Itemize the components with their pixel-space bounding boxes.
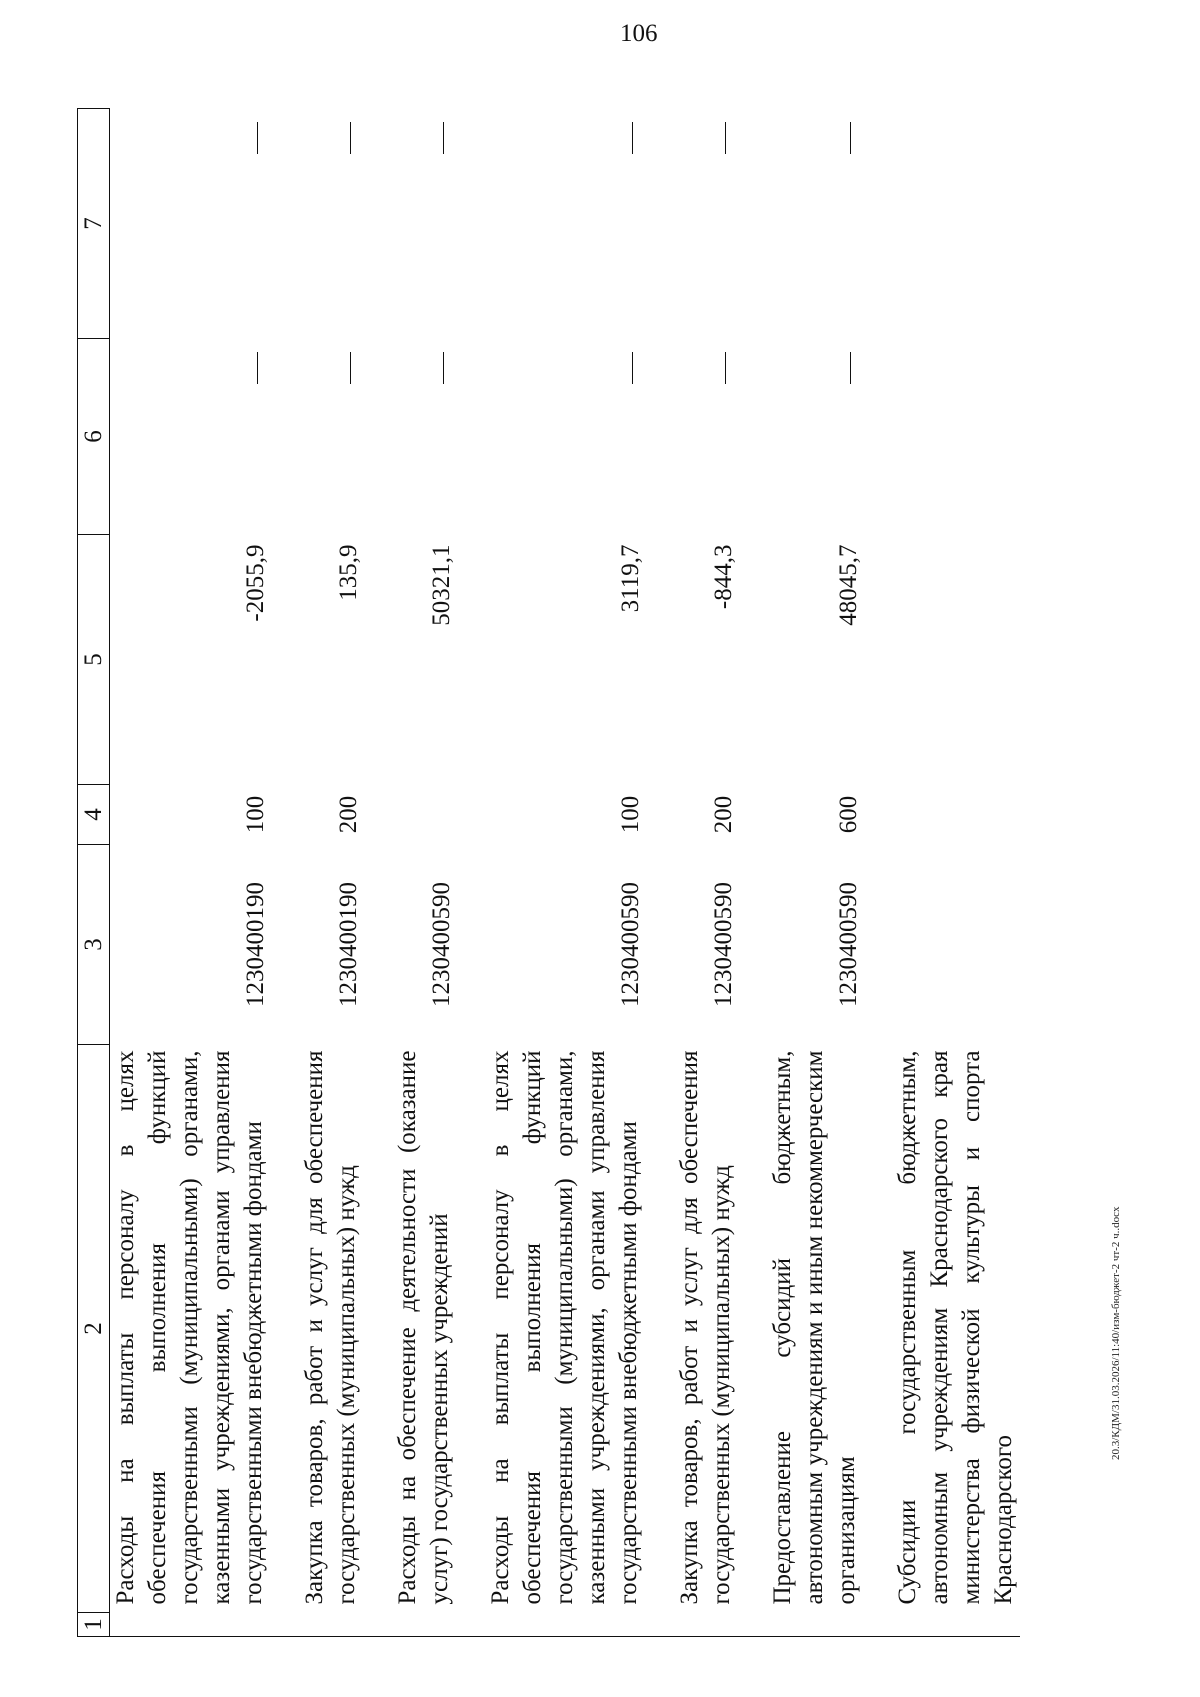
row-name: Предоставление субсидий бюджетным, автономным учреждениям и иным некоммерческим организациям: [769, 1050, 860, 1605]
document-footer-path: 20.3/КДМ/31.03.2026/11:40/изм-бюджет-2 чт-2 ч..docx: [1110, 1206, 1122, 1460]
row-name: Закупка товаров, работ и услуг для обеспечения государственных (муниципальных) нужд: [301, 1050, 360, 1605]
row-vr: 600: [835, 795, 862, 834]
table-row: [299, 109, 363, 1637]
row-name: Расходы на обеспечение деятельности (оказание услуг) государственных учреждений: [394, 1050, 453, 1605]
row-amount: -2055,9: [242, 544, 269, 622]
row-dash-col7: [674, 109, 738, 339]
table-row: [892, 109, 1020, 1637]
row-csr: [892, 845, 1020, 1045]
row-dash-col6: [767, 339, 863, 535]
table-row: [392, 109, 456, 1637]
row-vr: 200: [335, 795, 362, 834]
table-header-row: [78, 109, 110, 1637]
row-csr: 1230400590: [617, 882, 644, 1007]
row-dash-col7: [110, 109, 271, 339]
row-csr: 1230400190: [335, 882, 362, 1007]
row-amount: 3119,7: [617, 544, 644, 613]
header-col-3: 3: [78, 845, 110, 1045]
row-dash-col7: [392, 109, 456, 339]
row-dash-col7: [485, 109, 645, 339]
budget-table: [77, 108, 1020, 1637]
page-number: 106: [620, 20, 658, 47]
row-vr: 200: [710, 795, 737, 834]
header-col-4: 4: [78, 785, 110, 845]
row-vr: 100: [242, 795, 269, 834]
row-dash-col6: [110, 339, 271, 535]
row-csr: 1230400590: [710, 882, 737, 1007]
table-row: [767, 109, 863, 1637]
row-name: Закупка товаров, работ и услуг для обеспечения государственных (муниципальных) нужд: [676, 1050, 735, 1605]
row-amount: -844,3: [710, 544, 737, 610]
header-col-7: 7: [78, 109, 110, 339]
table-row: [110, 109, 271, 1637]
table-row: [485, 109, 645, 1637]
row-dash-col6: [674, 339, 738, 535]
row-amount: 48045,7: [835, 544, 862, 626]
row-amount: 135,9: [335, 544, 362, 601]
row-name: Расходы на выплаты персоналу в целях обеспечения выполнения функций государственными (муниципальными) органами, казенными учреждениями, органами управления государственными внебюджетными фондами: [112, 1050, 267, 1605]
row-amount: [892, 535, 1020, 785]
row-csr: 1230400190: [242, 882, 269, 1007]
row-dash-col6: [299, 339, 363, 535]
row-vr: [392, 785, 456, 845]
row-vr: [892, 785, 1020, 845]
table-row: [674, 109, 738, 1637]
row-csr: 1230400590: [428, 882, 455, 1007]
row-dash-col6: [392, 339, 456, 535]
row-name: Расходы на выплаты персоналу в целях обеспечения выполнения функций государственными (муниципальными) органами, казенными учреждениями, органами управления государственными внебюджетными фондами: [487, 1050, 642, 1605]
header-col-1: 1: [78, 1613, 110, 1637]
row-csr: 1230400590: [835, 882, 862, 1007]
row-dash-col6: [485, 339, 645, 535]
row-dash-col7: [767, 109, 863, 339]
header-col-5: 5: [78, 535, 110, 785]
budget-table-frame: [77, 109, 1020, 1637]
row-dash-col7: [299, 109, 363, 339]
row-amount: 50321,1: [428, 544, 455, 626]
header-col-6: 6: [78, 339, 110, 535]
header-col-2: 2: [78, 1045, 110, 1613]
row-name: Субсидии государственным бюджетным, автономным учреждениям Краснодарского края министерства физической культуры и спорта Краснодарского: [894, 1050, 1017, 1605]
row-vr: 100: [617, 795, 644, 834]
